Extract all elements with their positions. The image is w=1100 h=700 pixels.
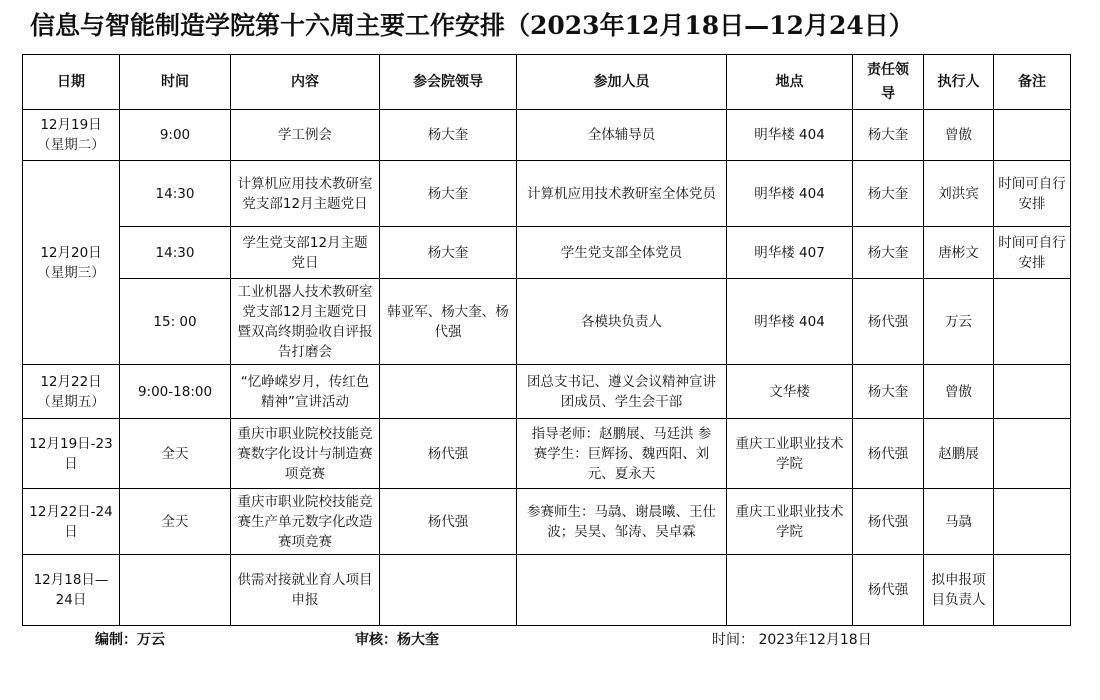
time-cell: 9:00-18:00 <box>120 365 231 419</box>
date-cell: 12月20日（星期三） <box>23 161 120 365</box>
reviewer-label: 审核：杨大奎 <box>355 632 439 648</box>
executor-cell: 曾傲 <box>924 110 994 161</box>
table-row <box>23 365 1071 419</box>
column-header: 备注 <box>994 55 1071 110</box>
participants-cell: 学生党支部全体党员 <box>517 227 727 279</box>
editor-label: 编制：万云 <box>95 632 165 648</box>
executor-cell: 唐彬文 <box>924 227 994 279</box>
location-cell: 重庆工业职业技术学院 <box>727 489 853 555</box>
note-cell <box>994 365 1071 419</box>
column-header: 参加人员 <box>517 55 727 110</box>
note-cell <box>994 489 1071 555</box>
responsible-cell: 杨大奎 <box>853 227 924 279</box>
responsible-cell: 杨大奎 <box>853 365 924 419</box>
executor-cell: 赵鹏展 <box>924 419 994 489</box>
content-cell: 重庆市职业院校技能竞赛生产单元数字化改造赛项竞赛 <box>231 489 380 555</box>
date-cell: 12月22日-24日 <box>23 489 120 555</box>
time-cell <box>120 555 231 626</box>
location-cell: 重庆工业职业技术学院 <box>727 419 853 489</box>
table-row <box>23 227 1071 279</box>
executor-cell: 万云 <box>924 279 994 365</box>
footer <box>0 629 1100 651</box>
column-header: 时间 <box>120 55 231 110</box>
note-cell <box>994 419 1071 489</box>
table-row <box>23 161 1071 227</box>
date-cell: 12月19日（星期二） <box>23 110 120 161</box>
location-cell: 明华楼 404 <box>727 110 853 161</box>
date-label: 时间： 2023年12月18日 <box>712 632 872 648</box>
column-header: 内容 <box>231 55 380 110</box>
executor-cell: 拟申报项目负责人 <box>924 555 994 626</box>
content-cell: 工业机器人技术教研室党支部12月主题党日暨双高终期验收自评报告打磨会 <box>231 279 380 365</box>
leaders-cell: 韩亚军、杨大奎、杨代强 <box>380 279 517 365</box>
note-cell <box>994 555 1071 626</box>
time-cell: 14:30 <box>120 161 231 227</box>
location-cell: 明华楼 407 <box>727 227 853 279</box>
participants-cell: 团总支书记、遵义会议精神宣讲团成员、学生会干部 <box>517 365 727 419</box>
table-row <box>23 489 1071 555</box>
leaders-cell <box>380 555 517 626</box>
leaders-cell: 杨代强 <box>380 489 517 555</box>
executor-cell: 马骉 <box>924 489 994 555</box>
note-cell: 时间可自行安排 <box>994 161 1071 227</box>
participants-cell <box>517 555 727 626</box>
leaders-cell: 杨大奎 <box>380 161 517 227</box>
date-cell: 12月22日（星期五） <box>23 365 120 419</box>
participants-cell: 全体辅导员 <box>517 110 727 161</box>
responsible-cell: 杨代强 <box>853 279 924 365</box>
location-cell <box>727 555 853 626</box>
schedule-table <box>22 54 1071 626</box>
participants-cell: 指导老师：赵鹏展、马廷洪 参赛学生：巨辉扬、魏西阳、刘元、夏永天 <box>517 419 727 489</box>
leaders-cell: 杨大奎 <box>380 110 517 161</box>
content-cell: 重庆市职业院校技能竞赛数字化设计与制造赛项竞赛 <box>231 419 380 489</box>
responsible-cell: 杨代强 <box>853 419 924 489</box>
leaders-cell <box>380 365 517 419</box>
table-row <box>23 279 1071 365</box>
content-cell: “忆峥嵘岁月，传红色精神”宣讲活动 <box>231 365 380 419</box>
content-cell: 学工例会 <box>231 110 380 161</box>
leaders-cell: 杨代强 <box>380 419 517 489</box>
leaders-cell: 杨大奎 <box>380 227 517 279</box>
note-cell: 时间可自行安排 <box>994 227 1071 279</box>
note-cell <box>994 110 1071 161</box>
executor-cell: 曾傲 <box>924 365 994 419</box>
participants-cell: 各模块负责人 <box>517 279 727 365</box>
column-header: 执行人 <box>924 55 994 110</box>
time-cell: 15: 00 <box>120 279 231 365</box>
table-row <box>23 419 1071 489</box>
responsible-cell: 杨代强 <box>853 555 924 626</box>
table-row <box>23 555 1071 626</box>
content-cell: 学生党支部12月主题党日 <box>231 227 380 279</box>
executor-cell: 刘洪宾 <box>924 161 994 227</box>
header-row <box>23 55 1071 110</box>
location-cell: 文华楼 <box>727 365 853 419</box>
content-cell: 供需对接就业育人项目申报 <box>231 555 380 626</box>
page-title: 信息与智能制造学院第十六周主要工作安排（2023年12月18日—12月24日） <box>30 11 914 40</box>
participants-cell: 参赛师生：马骉、谢晨曦、王仕波；吴昊、邹涛、吴卓霖 <box>517 489 727 555</box>
date-cell: 12月18日—24日 <box>23 555 120 626</box>
time-cell: 全天 <box>120 489 231 555</box>
responsible-cell: 杨代强 <box>853 489 924 555</box>
column-header: 地点 <box>727 55 853 110</box>
column-header: 参会院领导 <box>380 55 517 110</box>
table-row <box>23 110 1071 161</box>
location-cell: 明华楼 404 <box>727 279 853 365</box>
content-cell: 计算机应用技术教研室党支部12月主题党日 <box>231 161 380 227</box>
time-cell: 14:30 <box>120 227 231 279</box>
time-cell: 9:00 <box>120 110 231 161</box>
time-cell: 全天 <box>120 419 231 489</box>
note-cell <box>994 279 1071 365</box>
participants-cell: 计算机应用技术教研室全体党员 <box>517 161 727 227</box>
responsible-cell: 杨大奎 <box>853 161 924 227</box>
location-cell: 明华楼 404 <box>727 161 853 227</box>
date-cell: 12月19日-23日 <box>23 419 120 489</box>
column-header: 日期 <box>23 55 120 110</box>
responsible-cell: 杨大奎 <box>853 110 924 161</box>
column-header: 责任领导 <box>853 55 924 110</box>
